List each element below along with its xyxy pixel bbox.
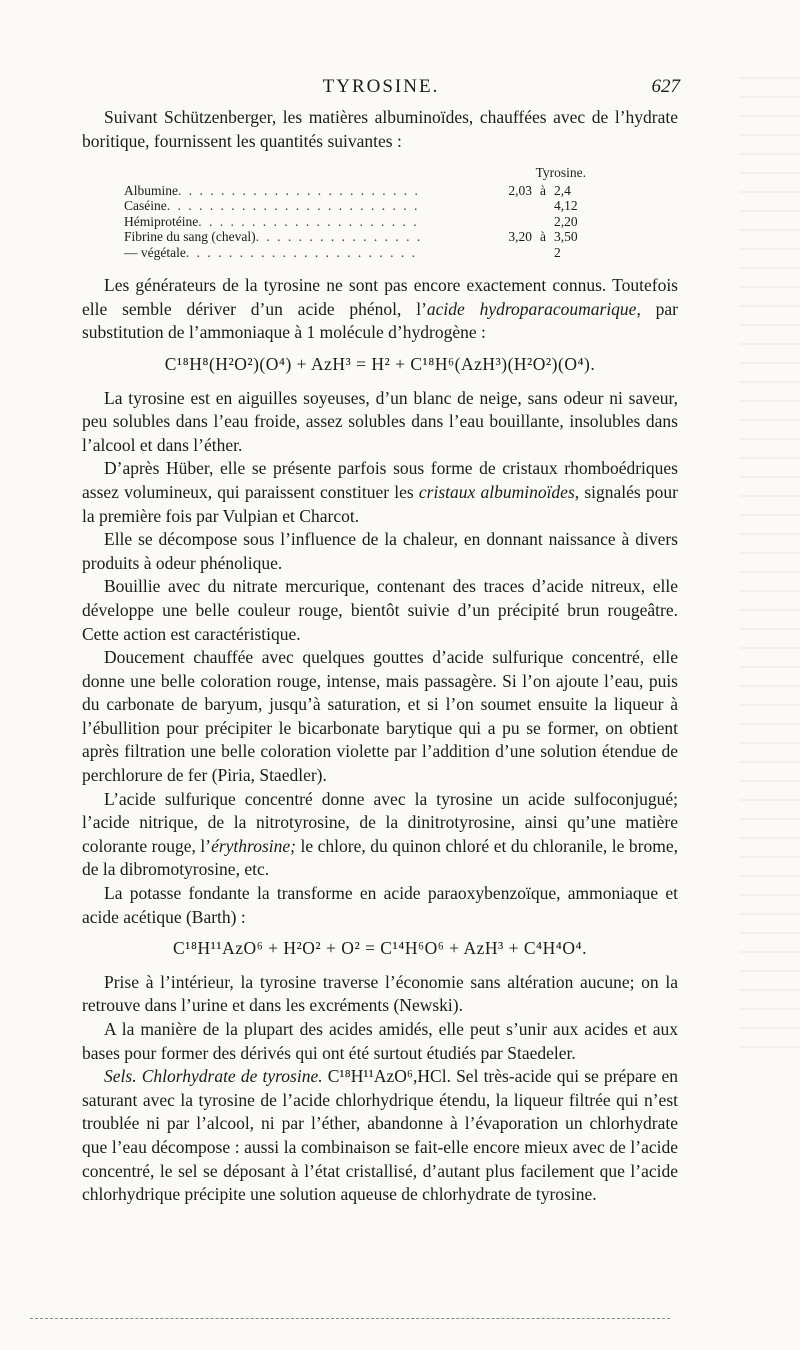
formula-substitution: C¹⁸H⁸(H²O²)(O⁴) + AzH³ = H² + C¹⁸H⁶(AzH³)(H²O²)(O⁴). (164, 353, 596, 374)
running-header (82, 76, 680, 102)
paragraph-sulfuric: Doucement chauffée avec quelques gouttes d’acide sulfurique concentré, elle donne une belle coloration rouge, intense, mais passagère. Si l’on ajoute l’eau, puis du carbonate de baryum, jusqu’à saturation, et si l’on soumet ensuite la liqueur à l’ébullition pour précipiter le bicarbonate barytique qui a pu se former, on obtient après filtration une belle coloration violette par l’addition d’une solution étendue de perchlorure de fer (Piria, Staedler). (82, 647, 678, 786)
italic-term: érythrosine; (211, 835, 296, 856)
paragraph-ingestion: Prise à l’intérieur, la tyrosine traverse l’économie sans altération aucune; on la retrouve dans l’urine et dans les excréments (Newski). (82, 971, 678, 1016)
text-run: L’acide sulfurique concentré donne avec la tyrosine un acide sulfoconjugué; l’acide nitrique, de la nitrotyrosine, de la dinitrotyrosine, ainsi qu’une matière colorante rouge, l’ (82, 788, 678, 856)
italic-term: acide hydroparacoumarique (426, 298, 637, 319)
paragraph-mercuric: Bouillie avec du nitrate mercurique, contenant des traces d’acide nitreux, elle développe une belle couleur rouge, bientôt suivie d’un précipité brun rougeâtre. Cette action est caractéristique. (82, 576, 678, 644)
row-high: 2,20 (554, 213, 578, 229)
paragraph-potash: La potasse fondante la transforme en acide paraoxybenzoïque, ammoniaque et acide acétique (Barth) : (82, 883, 678, 927)
table-row (124, 198, 594, 214)
scan-edge (740, 60, 800, 1060)
text-run: D’après Hüber, elle se présente parfois sous forme de cristaux rhomboédriques assez volumineux, qui paraissent constituer les (82, 458, 678, 502)
row-label: Caséine (124, 198, 167, 214)
intro-paragraph: Suivant Schützenberger, les matières albuminoïdes, chauffées avec de l’hydrate boritique, fournissent les quantités suivantes : (82, 107, 678, 151)
italic-term: Chlorhydrate de tyrosine. (141, 1066, 323, 1087)
table-row (124, 229, 594, 245)
table-row (124, 214, 594, 230)
row-high: 2 (554, 244, 561, 260)
row-low: 2,03 (508, 182, 532, 198)
paragraph-heat: Elle se décompose sous l’influence de la chaleur, en donnant naissance à divers produits à odeur phénolique. (82, 529, 678, 573)
paragraph-salts-intro: A la manière de la plupart des acides amidés, elle peut s’unir aux acides et aux bases pour former des dérivés qui ont été surtout étudiés par Staedeler. (82, 1019, 678, 1063)
tyrosine-yield-table (124, 165, 594, 260)
body-text (82, 106, 678, 1207)
leader-dots (198, 214, 422, 230)
text-run: , signalés pour la première fois par Vulpian et Charcot. (82, 481, 678, 526)
formula-potash: C¹⁸H¹¹AzO⁶ + H²O² + O² = C¹⁴H⁶O⁶ + AzH³ + C⁴H⁴O⁴. (173, 938, 587, 959)
paragraph-chlorhydrate (82, 1065, 678, 1207)
paragraph-properties: La tyrosine est en aiguilles soyeuses, d’un blanc de neige, sans odeur ni saveur, peu solubles dans l’eau froide, assez solubles dans l’eau bouillante, insolubles dans l’alcool et dans l’éther. (82, 387, 678, 455)
leader-dots (186, 245, 422, 261)
row-high: 4,12 (554, 198, 578, 214)
leader-dots (256, 229, 422, 245)
italic-term: cristaux albuminoïdes (418, 481, 575, 502)
row-sep: à (540, 229, 546, 245)
text-run: le chlore, du quinon chloré et du chloranile, le brome, de la dibromotyrosine, etc. (82, 835, 679, 880)
paragraph-derivatives (82, 788, 678, 882)
text-run: , par substitution de l’ammoniaque à 1 molécule d’hydrogène : (82, 298, 678, 343)
running-title: TYROSINE. (322, 76, 440, 97)
table-row (124, 183, 594, 199)
row-label: Hémiprotéine (124, 213, 199, 229)
row-label: Fibrine du sang (cheval) (124, 229, 256, 245)
text-run: C¹⁸H¹¹AzO⁶,HCl. Sel très-acide qui se prépare en saturant avec la tyrosine de l’acide chlorhydrique étendu, la liqueur filtrée qui n’est troublée ni par l’alcool, ni par l’éther, abandonne à l’évaporation un chlorhydrate que l’eau décompose : aussi la combinaison se fait-elle encore mieux avec de l’acide concentré, le sel se déposant à l’état cristallisé, d’autant plus facilement que l’acide chlorhydrique précipite une solution aqueuse de chlorhydrate de tyrosine. (82, 1066, 679, 1205)
table-column-header: Tyrosine. (535, 165, 586, 181)
row-label: — végétale (124, 244, 186, 260)
row-low: 3,20 (508, 229, 532, 245)
leader-dots (178, 183, 422, 199)
paragraph-generators (82, 274, 678, 345)
bottom-dashed-rule (30, 1318, 670, 1319)
paragraph-huber (82, 457, 678, 528)
leader-dots (167, 198, 422, 214)
row-high: 3,50 (554, 229, 578, 245)
row-high: 2,4 (554, 182, 571, 198)
row-label: Albumine (124, 182, 178, 198)
row-sep: à (540, 182, 546, 198)
page-number: 627 (651, 76, 680, 97)
text-run: Les générateurs de la tyrosine ne sont pas encore exactement connus. Toutefois elle semble dériver d’un acide phénol, l’ (82, 275, 678, 319)
table-row (124, 245, 594, 261)
italic-term: Sels. (104, 1066, 137, 1087)
